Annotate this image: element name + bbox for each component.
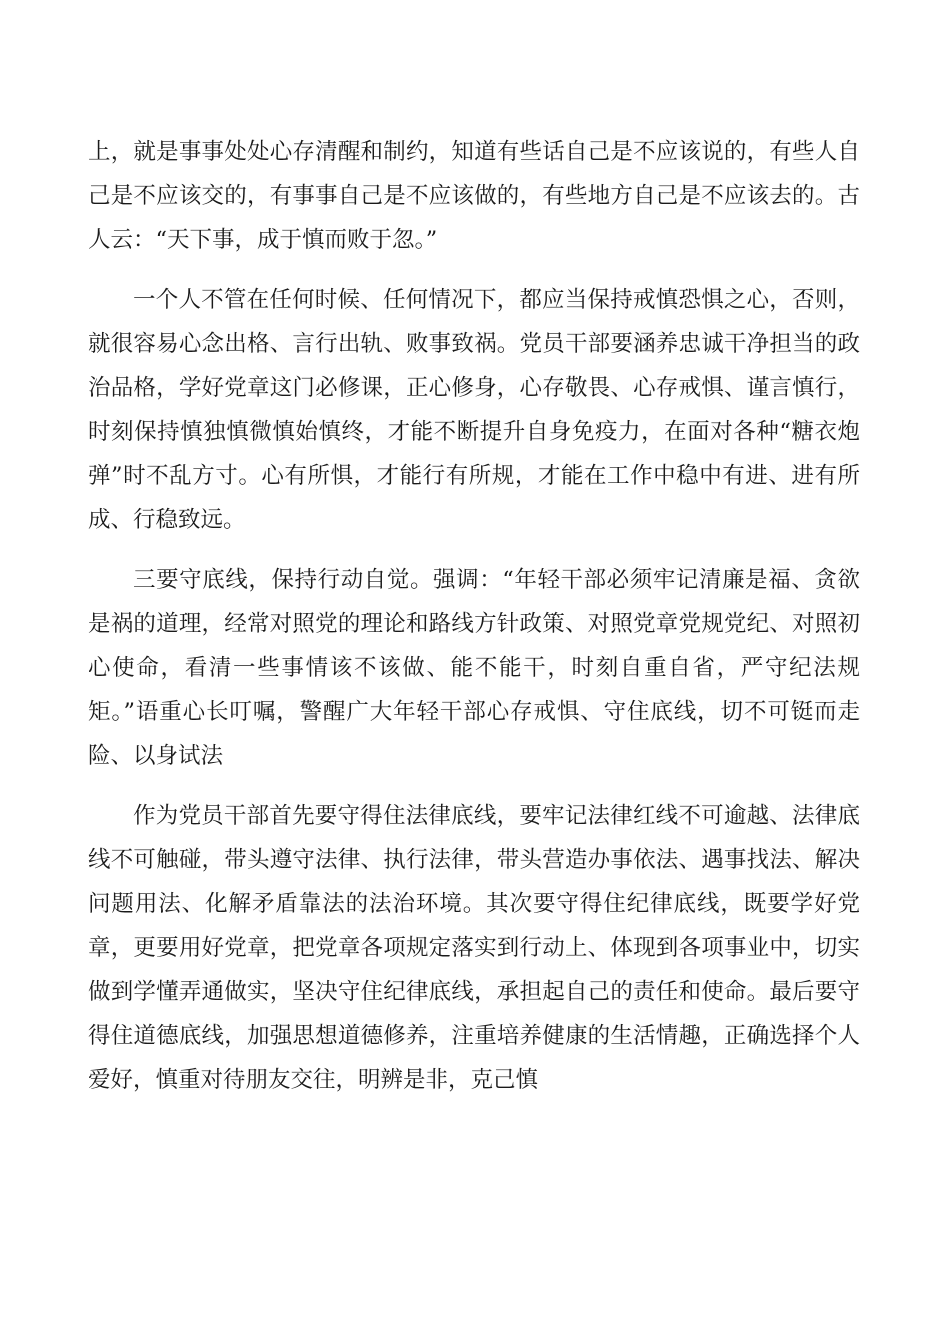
paragraph-1: 上，就是事事处处心存清醒和制约，知道有些话自己是不应该说的，有些人自己是不应该交的，有事事自己是不应该做的，有些地方自己是不应该去的。古人云：“天下事，成于慎而败于忽。”: [88, 139, 860, 253]
paragraph-2: 一个人不管在任何时候、任何情况下，都应当保持戒慎恐惧之心，否则，就很容易心念出格、言行出轨、败事致祸。党员干部要涵养忠诚干净担当的政治品格，学好党章这门必修课，正心修身，心存敬畏、心存戒惧、谨言慎行，时刻保持慎独慎微慎始慎终，才能不断提升自身免疫力，在面对各种“糖衣炮弹”时不乱方寸。心有所惧，才能行有所规，才能在工作中稳中有进、进有所成、行稳致远。: [88, 287, 860, 533]
paragraph-4: 作为党员干部首先要守得住法律底线，要牢记法律红线不可逾越、法律底线不可触碰，带头遵守法律、执行法律，带头营造办事依法、遇事找法、解决问题用法、化解矛盾靠法的法治环境。其次要守得住纪律底线，既要学好党章，更要用好党章，把党章各项规定落实到行动上、体现到各项事业中，切实做到学懂弄通做实，坚决守住纪律底线，承担起自己的责任和使命。最后要守得住道德底线，加强思想道德修养，注重培养健康的生活情趣，正确选择个人爱好，慎重对待朋友交往，明辨是非，克己慎: [88, 803, 860, 1093]
paragraph-3: 三要守底线，保持行动自觉。强调：“年轻干部必须牢记清廉是福、贪欲是祸的道理，经常对照党的理论和路线方针政策、对照党章党规党纪、对照初心使命，看清一些事情该不该做、能不能干，时刻自重自省，严守纪法规矩。”语重心长叮嘱，警醒广大年轻干部心存戒惧、守住底线，切不可铤而走险、以身试法: [88, 567, 860, 769]
document-body: [88, 130, 860, 1118]
